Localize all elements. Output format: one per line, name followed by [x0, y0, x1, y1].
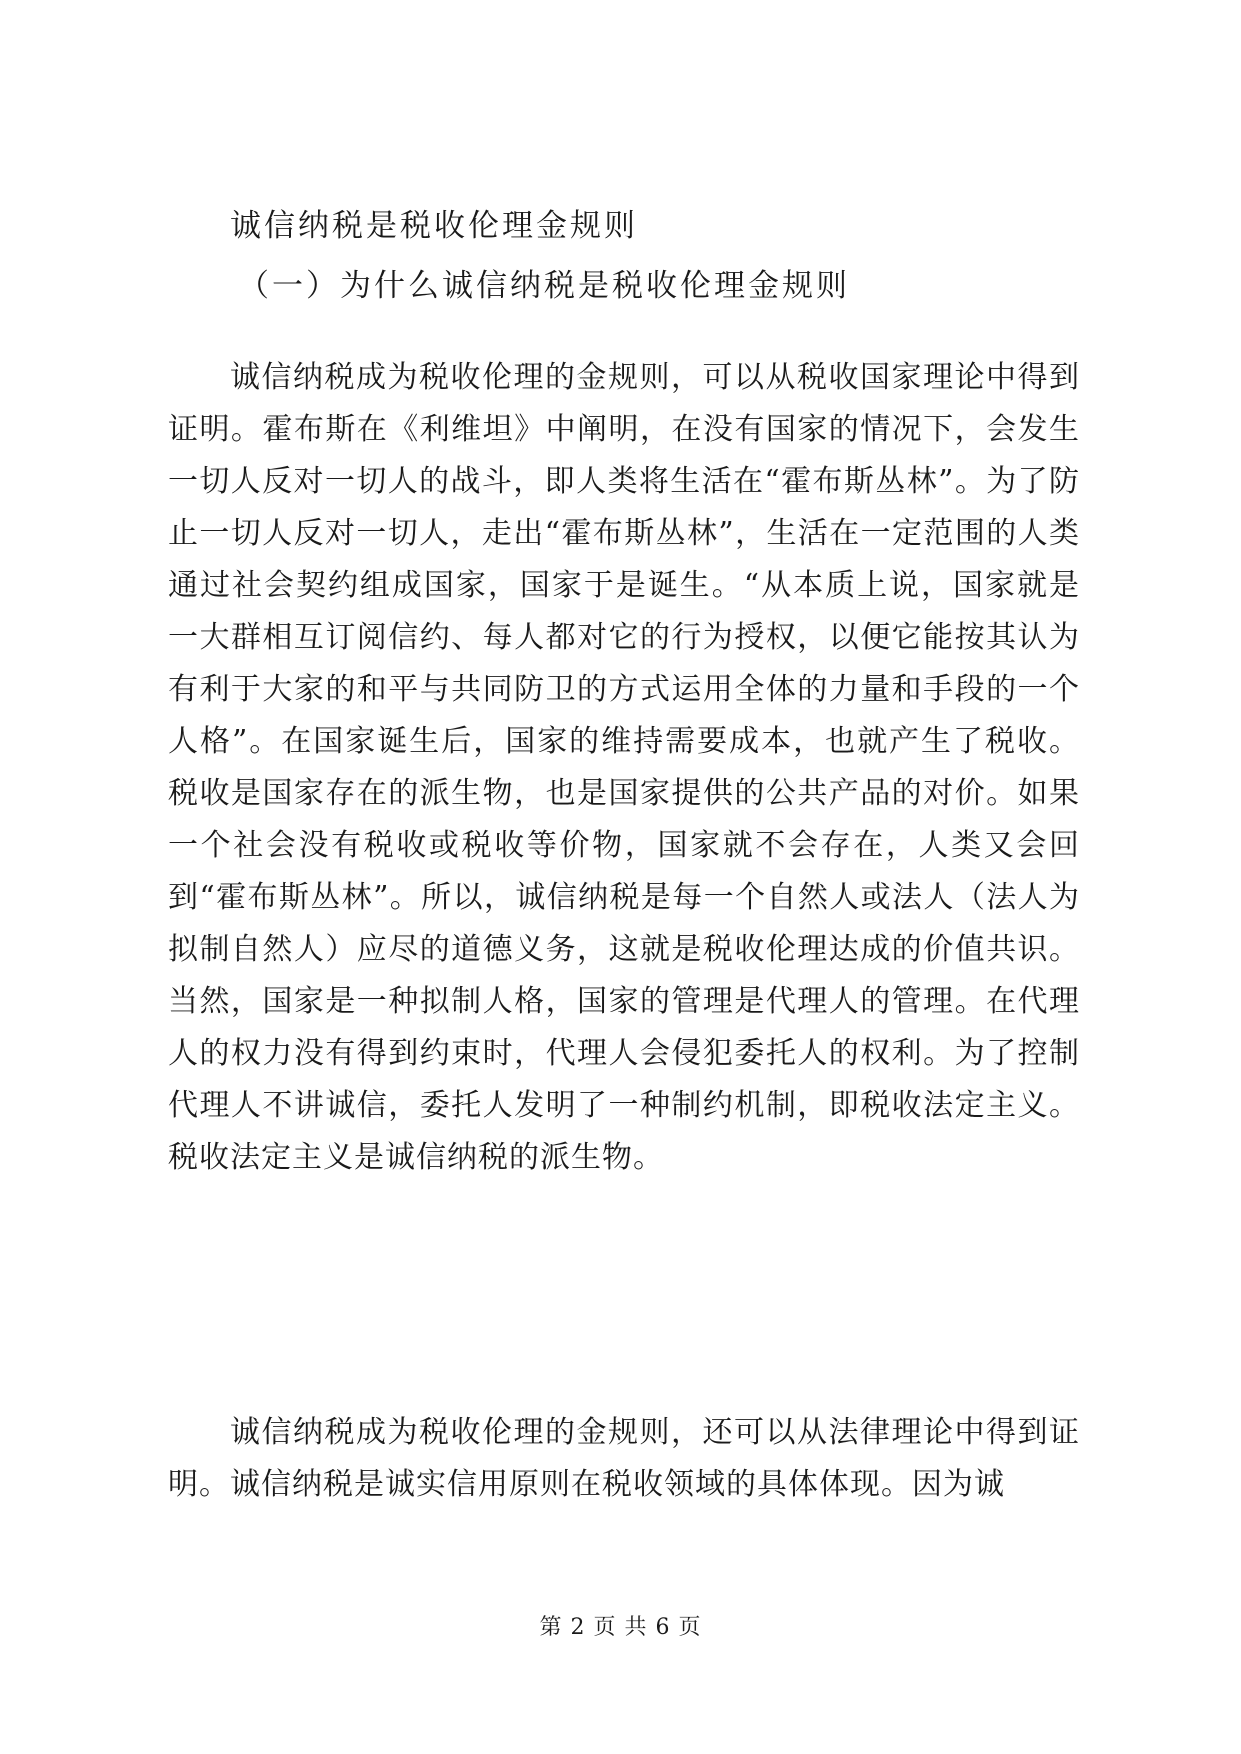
document-title: 诚信纳税是税收伦理金规则: [230, 208, 638, 244]
paragraph-2-container: [168, 1407, 1080, 1511]
body-paragraph: 诚信纳税成为税收伦理的金规则，还可以从法律理论中得到证明。诚信纳税是诚实信用原则在税收领域的具体体现。因为诚: [168, 1415, 1080, 1502]
page-number-footer: 第 2 页 共 6 页: [539, 1615, 702, 1640]
body-paragraph: 诚信纳税成为税收伦理的金规则，可以从税收国家理论中得到证明。霍布斯在《利维坦》中阐明，在没有国家的情况下，会发生一切人反对一切人的战斗，即人类将生活在“霍布斯丛林”。为了防止一切人反对一切人，走出“霍布斯丛林”，生活在一定范围的人类通过社会契约组成国家，国家于是诞生。“从本质上说，国家就是一大群相互订阅信约、每人都对它的行为授权，以便它能按其认为有利于大家的和平与共同防卫的方式运用全体的力量和手段的一个人格”。在国家诞生后，国家的维持需要成本，也就产生了税收。税收是国家存在的派生物，也是国家提供的公共产品的对价。如果一个社会没有税收或税收等价物，国家就不会存在，人类又会回到“霍布斯丛林”。所以，诚信纳税是每一个自然人或法人（法人为拟制自然人）应尽的道德义务，这就是税收伦理达成的价值共识。当然，国家是一种拟制人格，国家的管理是代理人的管理。在代理人的权力没有得到约束时，代理人会侵犯委托人的权利。为了控制代理人不讲诚信，委托人发明了一种制约机制，即税收法定主义。税收法定主义是诚信纳税的派生物。: [168, 360, 1080, 1175]
section-heading: （一）为什么诚信纳税是税收伦理金规则: [238, 268, 850, 304]
paragraph-1-container: [168, 352, 1080, 1184]
